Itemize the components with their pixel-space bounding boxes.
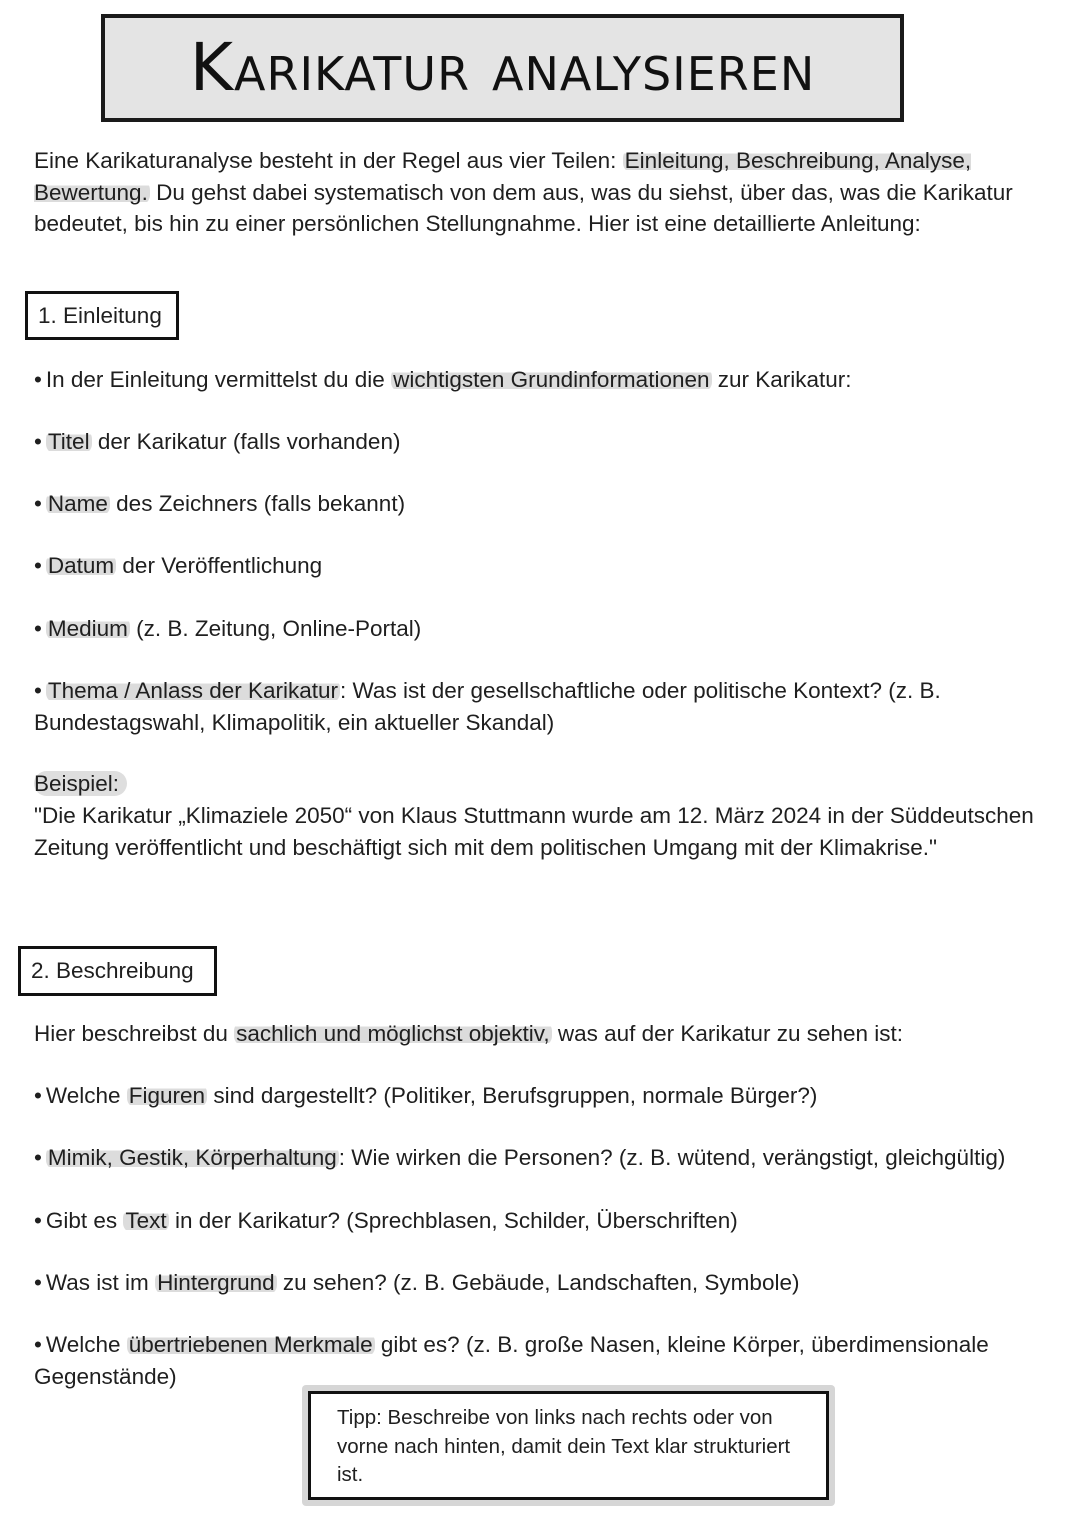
item-highlight: übertriebenen Merkmale (128, 1332, 373, 1357)
title-box (101, 14, 904, 122)
item-text: der Karikatur (falls vorhanden) (91, 429, 401, 454)
list-item (34, 550, 1064, 582)
item-text-before: Welche (45, 1083, 127, 1108)
list-item (34, 675, 1064, 738)
item-text-before: Gibt es (45, 1208, 124, 1233)
item-highlight: Medium (47, 616, 128, 641)
item-highlight: Hintergrund (157, 1270, 275, 1295)
list-item (34, 488, 1064, 520)
tip-box (308, 1391, 829, 1500)
item-highlight: Name (47, 491, 108, 516)
intro-highlight: Einleitung, Beschreibung, Analyse, Bewertung. (34, 148, 972, 205)
bullet: • (34, 1083, 42, 1108)
lead-text: Hier beschreibst du (34, 1021, 235, 1046)
lead-highlight: wichtigsten Grundinformationen (393, 367, 710, 392)
item-highlight: Titel (47, 429, 90, 454)
bullet: • (34, 367, 42, 392)
intro-text: Eine Karikaturanalyse besteht in der Regel aus vier Teilen: (34, 148, 623, 173)
item-highlight: Datum (47, 553, 115, 578)
tip-text: Tipp: Beschreibe von links nach rechts oder von vorne nach hinten, damit dein Text klar strukturiert ist. (337, 1406, 791, 1486)
section-heading-einleitung (25, 291, 179, 340)
list-item (34, 1080, 1064, 1112)
item-highlight: Thema / Anlass der Karikatur (47, 678, 339, 703)
item-text-before: Welche (45, 1332, 127, 1357)
intro-paragraph (34, 145, 1064, 240)
item-text: des Zeichners (falls bekannt) (109, 491, 406, 516)
section-heading-label: 1. Einleitung (38, 302, 162, 328)
example-text: "Die Karikatur „Klimaziele 2050“ von Klaus Stuttmann wurde am 12. März 2024 in der Süddeutschen Zeitung veröffentlicht und beschäftigt sich mit dem politischen Umgang mit der Klimakrise." (34, 803, 1034, 860)
bullet: • (34, 491, 42, 516)
bullet: • (34, 429, 42, 454)
item-highlight: Figuren (128, 1083, 206, 1108)
bullet: • (34, 1332, 42, 1357)
item-text: in der Karikatur? (Sprechblasen, Schilder, Überschriften) (168, 1208, 738, 1233)
section2-lead (34, 1018, 1064, 1050)
item-text: gibt es? (z. B. große Nasen, kleine Körper, überdimensionale Gegenstände) (34, 1332, 989, 1389)
bullet: • (34, 678, 42, 703)
item-highlight: Text (125, 1208, 167, 1233)
intro-text-after: Du gehst dabei systematisch von dem aus, was du siehst, über das, was die Karikatur bedeutet, bis hin zu einer persönlichen Stellungnahme. Hier ist eine detaillierte Anleitung: (34, 179, 1013, 236)
item-text-before: Was ist im (45, 1270, 156, 1295)
section-heading-label: 2. Beschreibung (31, 958, 194, 983)
lead-text-after: zur Karikatur: (711, 367, 852, 392)
list-item (34, 1329, 1064, 1392)
lead-highlight: sachlich und möglichst objektiv, (236, 1021, 550, 1046)
bullet: • (34, 616, 42, 641)
list-item (34, 1205, 1064, 1237)
example-label-text: Beispiel: (34, 771, 127, 796)
section-heading-beschreibung (18, 946, 217, 996)
item-text: : Was ist der gesellschaftliche oder politische Kontext? (z. B. Bundestagswahl, Klimapolitik, ein aktueller Skandal) (34, 678, 941, 735)
list-item (34, 613, 1064, 645)
item-highlight: Mimik, Gestik, Körperhaltung (47, 1145, 337, 1170)
example-label (34, 768, 1064, 800)
item-text: der Veröffentlichung (116, 553, 323, 578)
list-item (34, 426, 1064, 458)
bullet: • (34, 553, 42, 578)
lead-text: In der Einleitung vermittelst du die (45, 367, 392, 392)
list-item (34, 1267, 1064, 1299)
section1-lead (34, 364, 1064, 396)
bullet: • (34, 1208, 42, 1233)
page-title: Karikatur analysieren (189, 29, 816, 106)
bullet: • (34, 1270, 42, 1295)
item-text: (z. B. Zeitung, Online-Portal) (129, 616, 422, 641)
list-item (34, 1142, 1064, 1174)
bullet: • (34, 1145, 42, 1170)
item-text: zu sehen? (z. B. Gebäude, Landschaften, Symbole) (276, 1270, 800, 1295)
item-text: : Wie wirken die Personen? (z. B. wütend, verängstigt, gleichgültig) (338, 1145, 1006, 1170)
item-text: sind dargestellt? (Politiker, Berufsgruppen, normale Bürger?) (207, 1083, 818, 1108)
lead-text-after: was auf der Karikatur zu sehen ist: (551, 1021, 904, 1046)
